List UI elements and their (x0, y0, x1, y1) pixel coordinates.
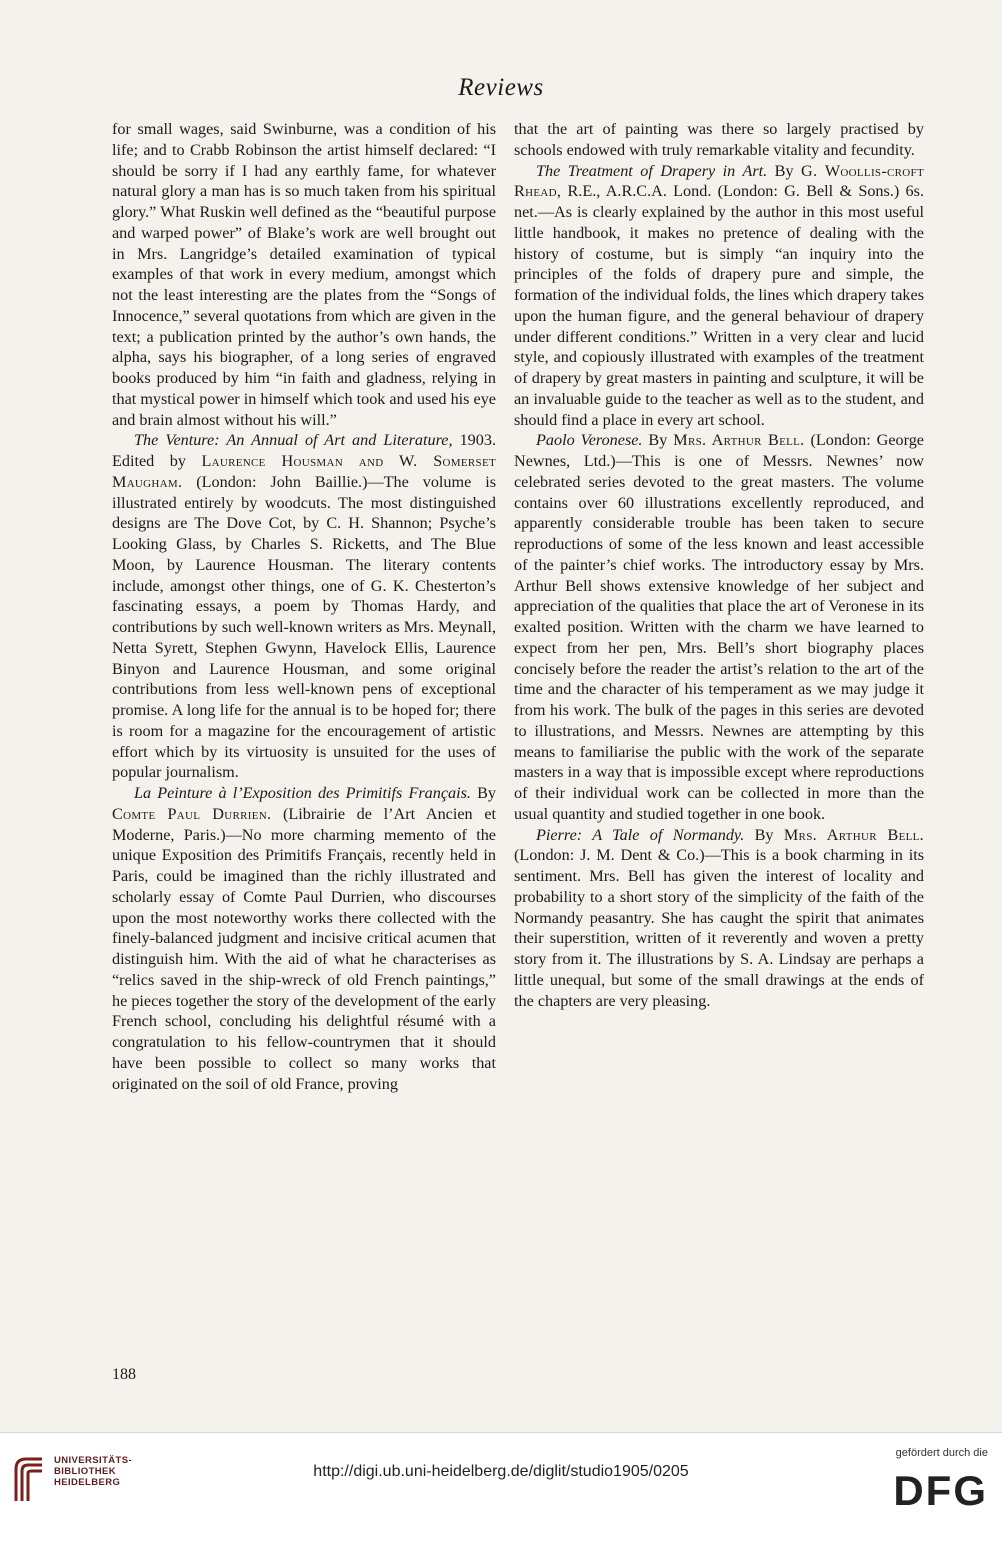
footer-bar (0, 1432, 1002, 1542)
review-veronese (514, 430, 924, 824)
review-title: The Venture: An Annual of Art and Literature, (134, 431, 453, 450)
review-title: Pierre: A Tale of Normandy. (536, 825, 745, 844)
review-title: La Peinture à l’Exposition des Primitifs Français. (134, 784, 471, 802)
review-text: R.E., A.R.C.A. Lond. (London: G. Bell & Sons.) 6s. net.—As is clearly explained by the author in this most useful little handbook, it makes no pretence of dealing with the history of costume, but is simply “an inquiry into the principles of the folds of drapery pure and simple, the formation of the individual folds, the lines which drapery takes upon the human figure, and the general behaviour of drapery under different conditions.” Written in a very clear and lucid style, and copiously illustrated with examples of the treatment of drapery by great masters in painting and sculpture, it will be an invaluable guide to the teacher as well as to the student, and should find a place in every art school. (514, 182, 924, 429)
review-text: (London: J. M. Dent & Co.)—This is a book charming in its sentiment. Mrs. Bell has given the interest of locality and probability to a short story of the simplicity of the faith of the Normandy peasantry. She has caught the spirit that animates their superstition, written of it reverently and woven a pretty story from it. The illustrations by S. A. Lindsay are perhaps a little unequal, but some of the small drawings at the ends of the chapters are very pleasing. (514, 846, 924, 1010)
page-number: 188 (112, 1366, 136, 1383)
review-peinture (112, 783, 496, 1094)
source-url-link[interactable]: http://digi.ub.uni-heidelberg.de/diglit/studio1905/0205 (313, 1463, 689, 1480)
review-intro: 1903. Edited by (112, 431, 496, 470)
review-drapery (514, 161, 924, 431)
review-authors: Mrs. Arthur Bell. (783, 825, 924, 844)
page-title: Reviews (458, 74, 544, 101)
review-text: (Librairie de l’Art Ancien et Moderne, Paris.)—No more charming memento of the unique Exposition des Primitifs Français, recently held in Paris, could be imagined than the richly illustrated and scholarly essay of Comte Paul Durrien, who discourses upon the most noteworthy works there collected with the finely-balanced judgment and incisive critical acumen that distinguish him. With the aid of what he characterises as “relics saved in the ship-wreck of old French paintings,” he pieces together the story of the development of the early French school, concluding his delightful résumé with a congratulation to his fellow-countrymen that it should have been possible to collect so many works that originated on the soil of old France, proving (112, 804, 496, 1093)
paragraph: that the art of painting was there so largely practised by schools endowed with truly remarkable vitality and fecundity. (514, 120, 924, 159)
library-name-line: HEIDELBERG (54, 1477, 121, 1488)
review-text: (London: John Baillie.)—The volume is illustrated entirely by woodcuts. The most distinguished designs are The Dove Cot, by C. H. Shannon; Psyche’s Looking Glass, by Charles S. Ricketts, and The Blue Moon, by Laurence Housman. The literary contents include, amongst other things, one of G. K. Chesterton’s fascinating essays, a poem by Thomas Hardy, and contributions by such well-known writers as Mrs. Meynall, Netta Syrett, Stephen Gwynn, Havelock Ellis, Laurence Binyon and Laurence Housman, and some original contributions from less well-known pens of exceptional promise. A long life for the annual is to be hoped for; there is room for a magazine for the encouragement of artistic effort which by its virtuosity is unsuited for the uses of popular journalism. (112, 472, 496, 782)
review-authors: Laurence Housman and W. Somerset Maugham. (112, 452, 496, 491)
review-intro: By (744, 825, 784, 844)
funding-note: gefördert durch die (895, 1447, 988, 1459)
review-authors: Comte Paul Durrien. (112, 804, 272, 823)
review-text: (London: George Newnes, Ltd.)—This is one of Messrs. Newnes’ now celebrated series devoted to the great masters. The volume contains over 60 illustrations excellently reproduced, and apparently considerable trouble has been taken to secure reproductions of some of the less known and least accessible of the painter’s chief works. The introductory essay by Mrs. Arthur Bell shows extensive knowledge of her subject and appreciation of the qualities that place the art of Veronese in its exalted position. Written with the charm we have learned to expect from her pen, Mrs. Bell’s short biography places concisely before the reader the artist’s relation to the art of the time and the character of his temperament as we may judge it from his work. The bulk of the pages in this series are devoted to illustrations, and Messrs. Newnes are attempting by this means to familiarise the public with the work of the separate masters in a way that is impossible except where reproductions of their individual work can be collected in more than the usual quantity and studied together in one book. (514, 431, 924, 823)
review-intro: By (470, 784, 496, 802)
library-name-line: UNIVERSITÄTS- (54, 1455, 133, 1466)
review-intro: By (642, 431, 674, 450)
review-authors: G. Woollis-croft Rhead, (514, 161, 924, 201)
review-title: Paolo Veronese. (536, 431, 643, 450)
dfg-logo: DFG (893, 1467, 988, 1514)
library-name-line: BIBLIOTHEK (54, 1466, 117, 1477)
review-intro: By (767, 161, 802, 180)
right-column (514, 119, 924, 1011)
review-authors: Mrs. Arthur Bell. (673, 431, 805, 450)
paragraph: for small wages, said Swinburne, was a condition of his life; and to Crabb Robinson the artist himself declared: “I should be sorry if I had any earthly fame, for whatever natural glory a man has is so much taken from his spiritual glory.” What Ruskin well defined as the “beautiful purpose and warped power” of Blake’s work are well brought out in Mrs. Langridge’s detailed examination of typical examples of that work in every medium, amongst which not the least interesting are the plates from the “Songs of Innocence,” several quotations from which are given in the text; a publication printed by the author’s own hands, the alpha, says his biographer, of a long series of engraved books produced by him “in faith and gladness, relying in that mystical power in himself which took and used his eye and brain almost without his will.” (112, 120, 496, 429)
review-pierre (514, 825, 924, 1012)
left-column (112, 119, 496, 1094)
review-venture (112, 430, 496, 783)
review-title: The Treatment of Drapery in Art. (536, 161, 768, 180)
